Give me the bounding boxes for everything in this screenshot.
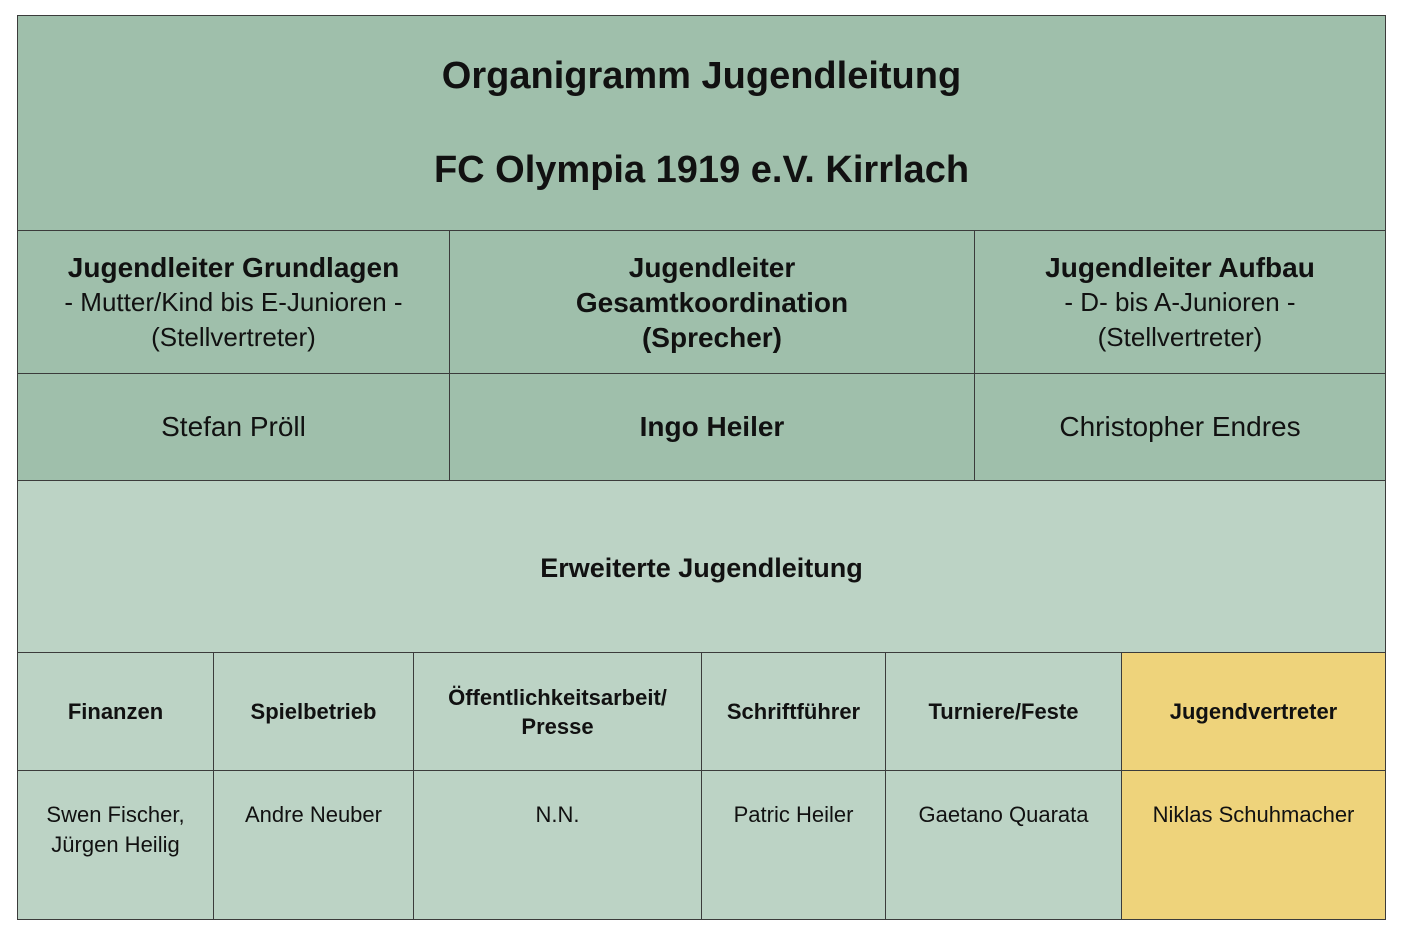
role-title: Jugendleiter Aufbau xyxy=(1045,251,1315,283)
leader-name: Ingo Heiler xyxy=(639,411,785,442)
role-title: Jugendleiter Grundlagen xyxy=(67,251,400,283)
role-note: (Stellvertreter) xyxy=(151,321,316,352)
role-presse-names xyxy=(413,770,702,920)
role-title-line2: Presse xyxy=(521,713,594,739)
role-title: Jugendleiter xyxy=(628,251,796,283)
role-scope: - Mutter/Kind bis E-Junioren - xyxy=(64,286,403,317)
role-title: Finanzen xyxy=(67,699,164,724)
leader-grundlagen-name-cell xyxy=(17,373,450,481)
role-note: (Sprecher) xyxy=(641,321,783,353)
chart-title: Organigramm Jugendleitung xyxy=(441,55,962,97)
role-title: Turniere/Feste xyxy=(928,699,1079,724)
leader-gesamt-heading xyxy=(449,230,975,374)
person-name: N.N. xyxy=(535,802,580,827)
club-name: FC Olympia 1919 e.V. Kirrlach xyxy=(433,149,970,191)
leader-aufbau-name-cell xyxy=(974,373,1386,481)
role-title-line2: Gesamtkoordination xyxy=(575,286,849,318)
role-finanzen-names xyxy=(17,770,214,920)
role-title: Schriftführer xyxy=(726,699,861,724)
person-name: Andre Neuber xyxy=(245,802,382,827)
person-name: Swen Fischer, xyxy=(46,802,185,827)
title-block xyxy=(17,15,1386,231)
org-chart xyxy=(17,15,1386,920)
role-scope: - D- bis A-Junioren - xyxy=(1064,286,1296,317)
role-spielbetrieb-names xyxy=(213,770,414,920)
leader-name: Christopher Endres xyxy=(1059,411,1301,442)
role-finanzen-heading xyxy=(17,652,214,771)
leader-gesamt-name-cell xyxy=(449,373,975,481)
role-schriftfuehrer-heading xyxy=(701,652,886,771)
role-title: Spielbetrieb xyxy=(250,699,377,724)
person-name: Gaetano Quarata xyxy=(918,802,1089,827)
leader-name: Stefan Pröll xyxy=(161,411,306,442)
role-note: (Stellvertreter) xyxy=(1097,321,1263,352)
extended-leadership-block xyxy=(17,480,1386,653)
role-schriftfuehrer-names xyxy=(701,770,886,920)
person-name: Jürgen Heilig xyxy=(51,832,180,857)
role-turniere-names xyxy=(885,770,1122,920)
role-jugendvertreter-names xyxy=(1121,770,1386,920)
extended-title: Erweiterte Jugendleitung xyxy=(540,553,863,583)
role-jugendvertreter-heading xyxy=(1121,652,1386,771)
role-turniere-heading xyxy=(885,652,1122,771)
person-name: Patric Heiler xyxy=(733,802,854,827)
role-title: Öffentlichkeitsarbeit/ xyxy=(448,684,667,710)
leader-grundlagen-heading xyxy=(17,230,450,374)
person-name: Niklas Schuhmacher xyxy=(1152,802,1355,827)
role-presse-heading xyxy=(413,652,702,771)
leader-aufbau-heading xyxy=(974,230,1386,374)
role-title: Jugendvertreter xyxy=(1169,699,1338,724)
role-spielbetrieb-heading xyxy=(213,652,414,771)
